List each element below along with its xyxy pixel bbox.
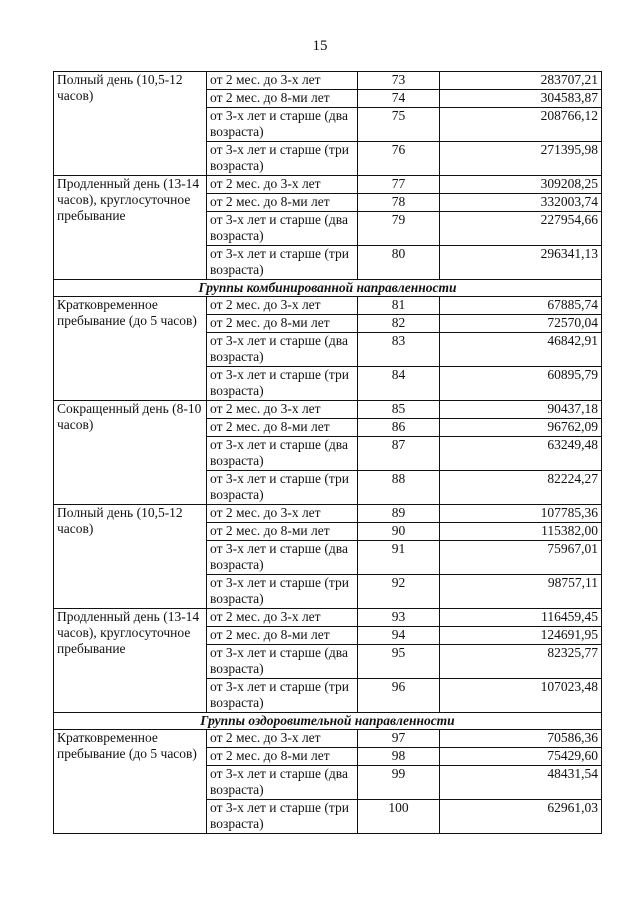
page-number: 15 xyxy=(312,38,328,54)
value-cell: 70586,36 xyxy=(440,730,602,748)
age-cell: от 3-х лет и старше (два возраста) xyxy=(207,766,358,800)
value-cell: 46842,91 xyxy=(440,333,602,367)
value-cell: 227954,66 xyxy=(440,212,602,246)
value-cell: 208766,12 xyxy=(440,108,602,142)
value-cell: 72570,04 xyxy=(440,315,602,333)
table-row xyxy=(54,609,602,627)
value-cell: 90437,18 xyxy=(440,401,602,419)
age-cell: от 2 мес. до 8-ми лет xyxy=(207,194,358,212)
number-cell: 88 xyxy=(358,471,440,505)
value-cell: 60895,79 xyxy=(440,367,602,401)
age-cell: от 3-х лет и старше (два возраста) xyxy=(207,212,358,246)
age-cell: от 3-х лет и старше (два возраста) xyxy=(207,645,358,679)
age-cell: от 3-х лет и старше (два возраста) xyxy=(207,333,358,367)
mode-cell: Полный день (10,5-12 часов) xyxy=(54,505,207,609)
value-cell: 82325,77 xyxy=(440,645,602,679)
number-cell: 74 xyxy=(358,90,440,108)
number-cell: 86 xyxy=(358,419,440,437)
number-cell: 91 xyxy=(358,541,440,575)
number-cell: 78 xyxy=(358,194,440,212)
value-cell: 283707,21 xyxy=(440,72,602,90)
value-cell: 75429,60 xyxy=(440,748,602,766)
age-cell: от 2 мес. до 3-х лет xyxy=(207,297,358,315)
tariff-table xyxy=(53,71,602,834)
value-cell: 124691,95 xyxy=(440,627,602,645)
number-cell: 82 xyxy=(358,315,440,333)
age-cell: от 2 мес. до 3-х лет xyxy=(207,609,358,627)
mode-cell: Продленный день (13-14 часов), круглосуточное пребывание xyxy=(54,176,207,280)
age-cell: от 3-х лет и старше (три возраста) xyxy=(207,142,358,176)
number-cell: 90 xyxy=(358,523,440,541)
number-cell: 100 xyxy=(358,800,440,834)
table-row xyxy=(54,176,602,194)
value-cell: 309208,25 xyxy=(440,176,602,194)
age-cell: от 3-х лет и старше (три возраста) xyxy=(207,800,358,834)
number-cell: 84 xyxy=(358,367,440,401)
age-cell: от 2 мес. до 3-х лет xyxy=(207,505,358,523)
number-cell: 85 xyxy=(358,401,440,419)
age-cell: от 2 мес. до 3-х лет xyxy=(207,730,358,748)
number-cell: 89 xyxy=(358,505,440,523)
value-cell: 271395,98 xyxy=(440,142,602,176)
value-cell: 67885,74 xyxy=(440,297,602,315)
age-cell: от 3-х лет и старше (два возраста) xyxy=(207,541,358,575)
age-cell: от 3-х лет и старше (три возраста) xyxy=(207,246,358,280)
table-row xyxy=(54,401,602,419)
value-cell: 107785,36 xyxy=(440,505,602,523)
number-cell: 83 xyxy=(358,333,440,367)
value-cell: 62961,03 xyxy=(440,800,602,834)
age-cell: от 2 мес. до 3-х лет xyxy=(207,401,358,419)
number-cell: 93 xyxy=(358,609,440,627)
age-cell: от 3-х лет и старше (три возраста) xyxy=(207,367,358,401)
age-cell: от 2 мес. до 3-х лет xyxy=(207,72,358,90)
number-cell: 94 xyxy=(358,627,440,645)
mode-cell: Сокращенный день (8-10 часов) xyxy=(54,401,207,505)
age-cell: от 2 мес. до 3-х лет xyxy=(207,176,358,194)
age-cell: от 2 мес. до 8-ми лет xyxy=(207,315,358,333)
age-cell: от 3-х лет и старше (три возраста) xyxy=(207,679,358,713)
number-cell: 98 xyxy=(358,748,440,766)
age-cell: от 2 мес. до 8-ми лет xyxy=(207,523,358,541)
table-row xyxy=(54,297,602,315)
value-cell: 82224,27 xyxy=(440,471,602,505)
value-cell: 107023,48 xyxy=(440,679,602,713)
number-cell: 99 xyxy=(358,766,440,800)
section-heading: Группы комбинированной направленности xyxy=(54,280,602,297)
value-cell: 304583,87 xyxy=(440,90,602,108)
number-cell: 96 xyxy=(358,679,440,713)
table-row xyxy=(54,505,602,523)
age-cell: от 3-х лет и старше (три возраста) xyxy=(207,471,358,505)
mode-cell: Продленный день (13-14 часов), круглосуточное пребывание xyxy=(54,609,207,713)
age-cell: от 2 мес. до 8-ми лет xyxy=(207,419,358,437)
number-cell: 73 xyxy=(358,72,440,90)
number-cell: 95 xyxy=(358,645,440,679)
number-cell: 97 xyxy=(358,730,440,748)
value-cell: 116459,45 xyxy=(440,609,602,627)
number-cell: 92 xyxy=(358,575,440,609)
section-row xyxy=(54,280,602,297)
age-cell: от 2 мес. до 8-ми лет xyxy=(207,748,358,766)
age-cell: от 2 мес. до 8-ми лет xyxy=(207,627,358,645)
value-cell: 75967,01 xyxy=(440,541,602,575)
value-cell: 48431,54 xyxy=(440,766,602,800)
number-cell: 81 xyxy=(358,297,440,315)
number-cell: 87 xyxy=(358,437,440,471)
mode-cell: Кратковременное пребывание (до 5 часов) xyxy=(54,297,207,401)
age-cell: от 2 мес. до 8-ми лет xyxy=(207,90,358,108)
age-cell: от 3-х лет и старше (три возраста) xyxy=(207,575,358,609)
age-cell: от 3-х лет и старше (два возраста) xyxy=(207,437,358,471)
age-cell: от 3-х лет и старше (два возраста) xyxy=(207,108,358,142)
number-cell: 75 xyxy=(358,108,440,142)
mode-cell: Полный день (10,5-12 часов) xyxy=(54,72,207,176)
number-cell: 79 xyxy=(358,212,440,246)
section-row xyxy=(54,713,602,730)
mode-cell: Кратковременное пребывание (до 5 часов) xyxy=(54,730,207,834)
value-cell: 332003,74 xyxy=(440,194,602,212)
value-cell: 115382,00 xyxy=(440,523,602,541)
number-cell: 77 xyxy=(358,176,440,194)
table-row xyxy=(54,730,602,748)
number-cell: 76 xyxy=(358,142,440,176)
section-heading: Группы оздоровительной направленности xyxy=(54,713,602,730)
value-cell: 63249,48 xyxy=(440,437,602,471)
number-cell: 80 xyxy=(358,246,440,280)
table-row xyxy=(54,72,602,90)
value-cell: 96762,09 xyxy=(440,419,602,437)
value-cell: 296341,13 xyxy=(440,246,602,280)
value-cell: 98757,11 xyxy=(440,575,602,609)
